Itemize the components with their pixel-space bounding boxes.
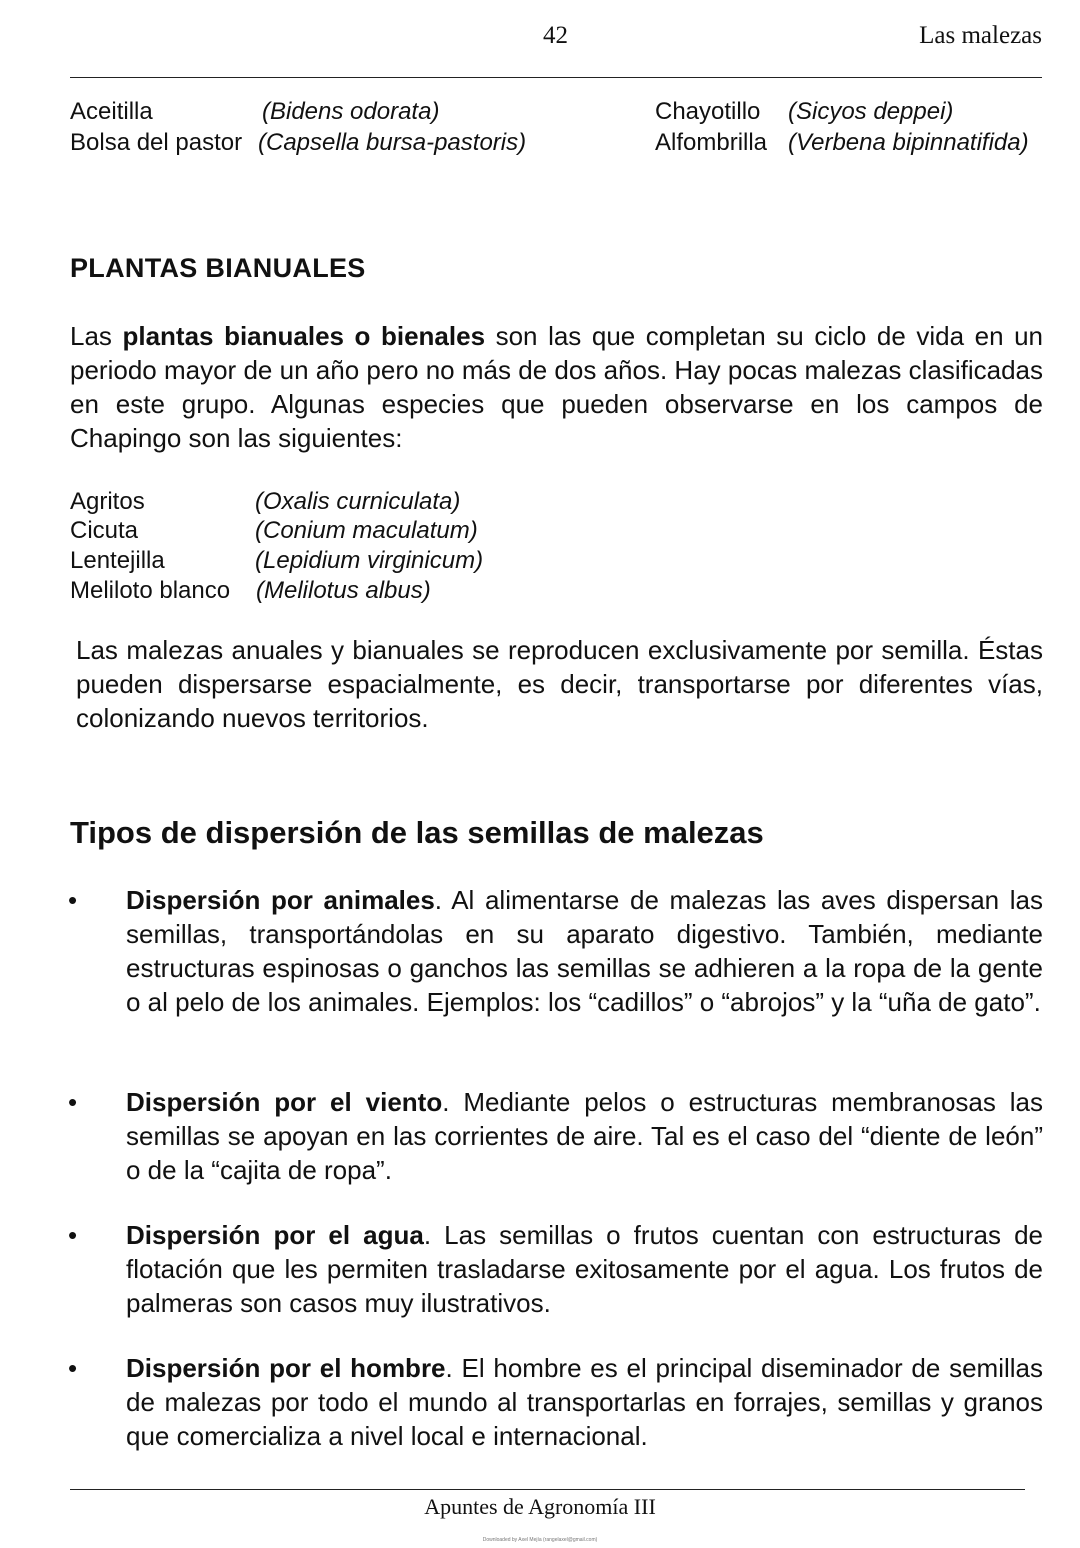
list-item-term: Dispersión por el agua <box>126 1220 424 1250</box>
list-item-term: Dispersión por el hombre <box>126 1353 446 1383</box>
species-row <box>655 127 1029 158</box>
list-item-text <box>126 1085 1043 1187</box>
species-common-name: Lentejilla <box>70 547 165 574</box>
species-row <box>70 575 431 606</box>
species-scientific-name: (Oxalis curniculata) <box>255 488 461 515</box>
species-scientific-name: (Lepidium virginicum) <box>255 547 484 574</box>
reproduction-paragraph: Las malezas anuales y bianuales se reproducen exclusivamente por semilla. Éstas pueden dispersarse espacialmente, es decir, transportarse por diferentes vías, colonizando nuevos territorios. <box>76 635 1043 733</box>
species-common-name: Bolsa del pastor <box>70 129 243 156</box>
bullet-icon: • <box>68 1220 78 1250</box>
species-common-name: Agritos <box>70 488 145 515</box>
species-scientific-name: (Bidens odorata) <box>262 98 440 125</box>
biannual-intro-paragraph <box>70 319 1043 455</box>
header-rule <box>70 77 1042 78</box>
species-scientific-name: (Verbena bipinnatifida) <box>788 129 1029 156</box>
species-common-name: Aceitilla <box>70 98 153 125</box>
list-item-term: Dispersión por animales <box>126 885 435 915</box>
species-common-name: Meliloto blanco <box>70 577 231 604</box>
species-common-name: Cicuta <box>70 517 139 544</box>
species-row <box>70 486 461 517</box>
intro-text-start: Las <box>70 321 123 351</box>
species-row <box>655 96 954 127</box>
bullet-icon: • <box>68 1353 78 1383</box>
section-heading-biannual: PLANTAS BIANUALES <box>70 253 366 283</box>
download-note: Downloaded by Axel Mejía (rangelaxel@gmail.com) <box>482 1537 598 1543</box>
intro-bold-term: plantas bianuales o bienales <box>122 321 486 351</box>
species-scientific-name: (Capsella bursa-pastoris) <box>258 129 527 156</box>
list-item-description: . El hombre es el principal diseminador de semillas de malezas por todo el mundo al transportarlas en forrajes, semillas y granos que comercializa a nivel local e internacional. <box>126 1353 1043 1451</box>
list-item-description: . Al alimentarse de malezas las aves dispersan las semillas, transportándolas en su aparato digestivo. También, mediante estructuras espinosas o ganchos las semillas se adhieren a la ropa de la gente o al pelo de los animales. Ejemplos: los “cadillos” o “abrojos” y la “uña de gato”. <box>126 885 1043 1017</box>
species-scientific-name: (Melilotus albus) <box>256 577 431 604</box>
list-item-description: . Las semillas o frutos cuentan con estructuras de flotación que les permiten trasladarse exitosamente por el agua. Los frutos de palmeras son casos muy ilustrativos. <box>126 1220 1043 1318</box>
page-header <box>70 22 1042 72</box>
species-common-name: Alfombrilla <box>655 129 768 156</box>
bullet-icon: • <box>68 885 78 915</box>
list-item-term: Dispersión por el viento <box>126 1087 443 1117</box>
species-row <box>70 515 478 546</box>
list-item-text <box>126 1351 1043 1453</box>
page-number: 42 <box>543 22 568 49</box>
species-row <box>70 96 440 127</box>
page-footer-title: Apuntes de Agronomía III <box>424 1494 656 1519</box>
list-item-description: . Mediante pelos o estructuras membranosas las semillas se apoyan en las corrientes de aire. Tal es el caso del “diente de león” o de la “cajita de ropa”. <box>126 1087 1044 1185</box>
bullet-icon: • <box>68 1087 78 1117</box>
species-row <box>70 127 527 158</box>
species-row <box>70 545 484 576</box>
list-item-text <box>126 883 1043 1019</box>
footer-rule <box>70 1489 1025 1490</box>
species-scientific-name: (Sicyos deppei) <box>788 98 954 125</box>
section-heading-dispersal: Tipos de dispersión de las semillas de malezas <box>70 815 764 850</box>
species-scientific-name: (Conium maculatum) <box>255 517 478 544</box>
intro-text-rest: son las que completan su ciclo de vida en un periodo mayor de un año pero no más de dos años. Hay pocas malezas clasificadas en este grupo. Algunas especies que pueden observarse en los campos de Chapingo son las siguientes: <box>70 321 1043 453</box>
running-title: Las malezas <box>919 22 1042 49</box>
species-common-name: Chayotillo <box>655 98 761 125</box>
list-item-text <box>126 1218 1043 1320</box>
